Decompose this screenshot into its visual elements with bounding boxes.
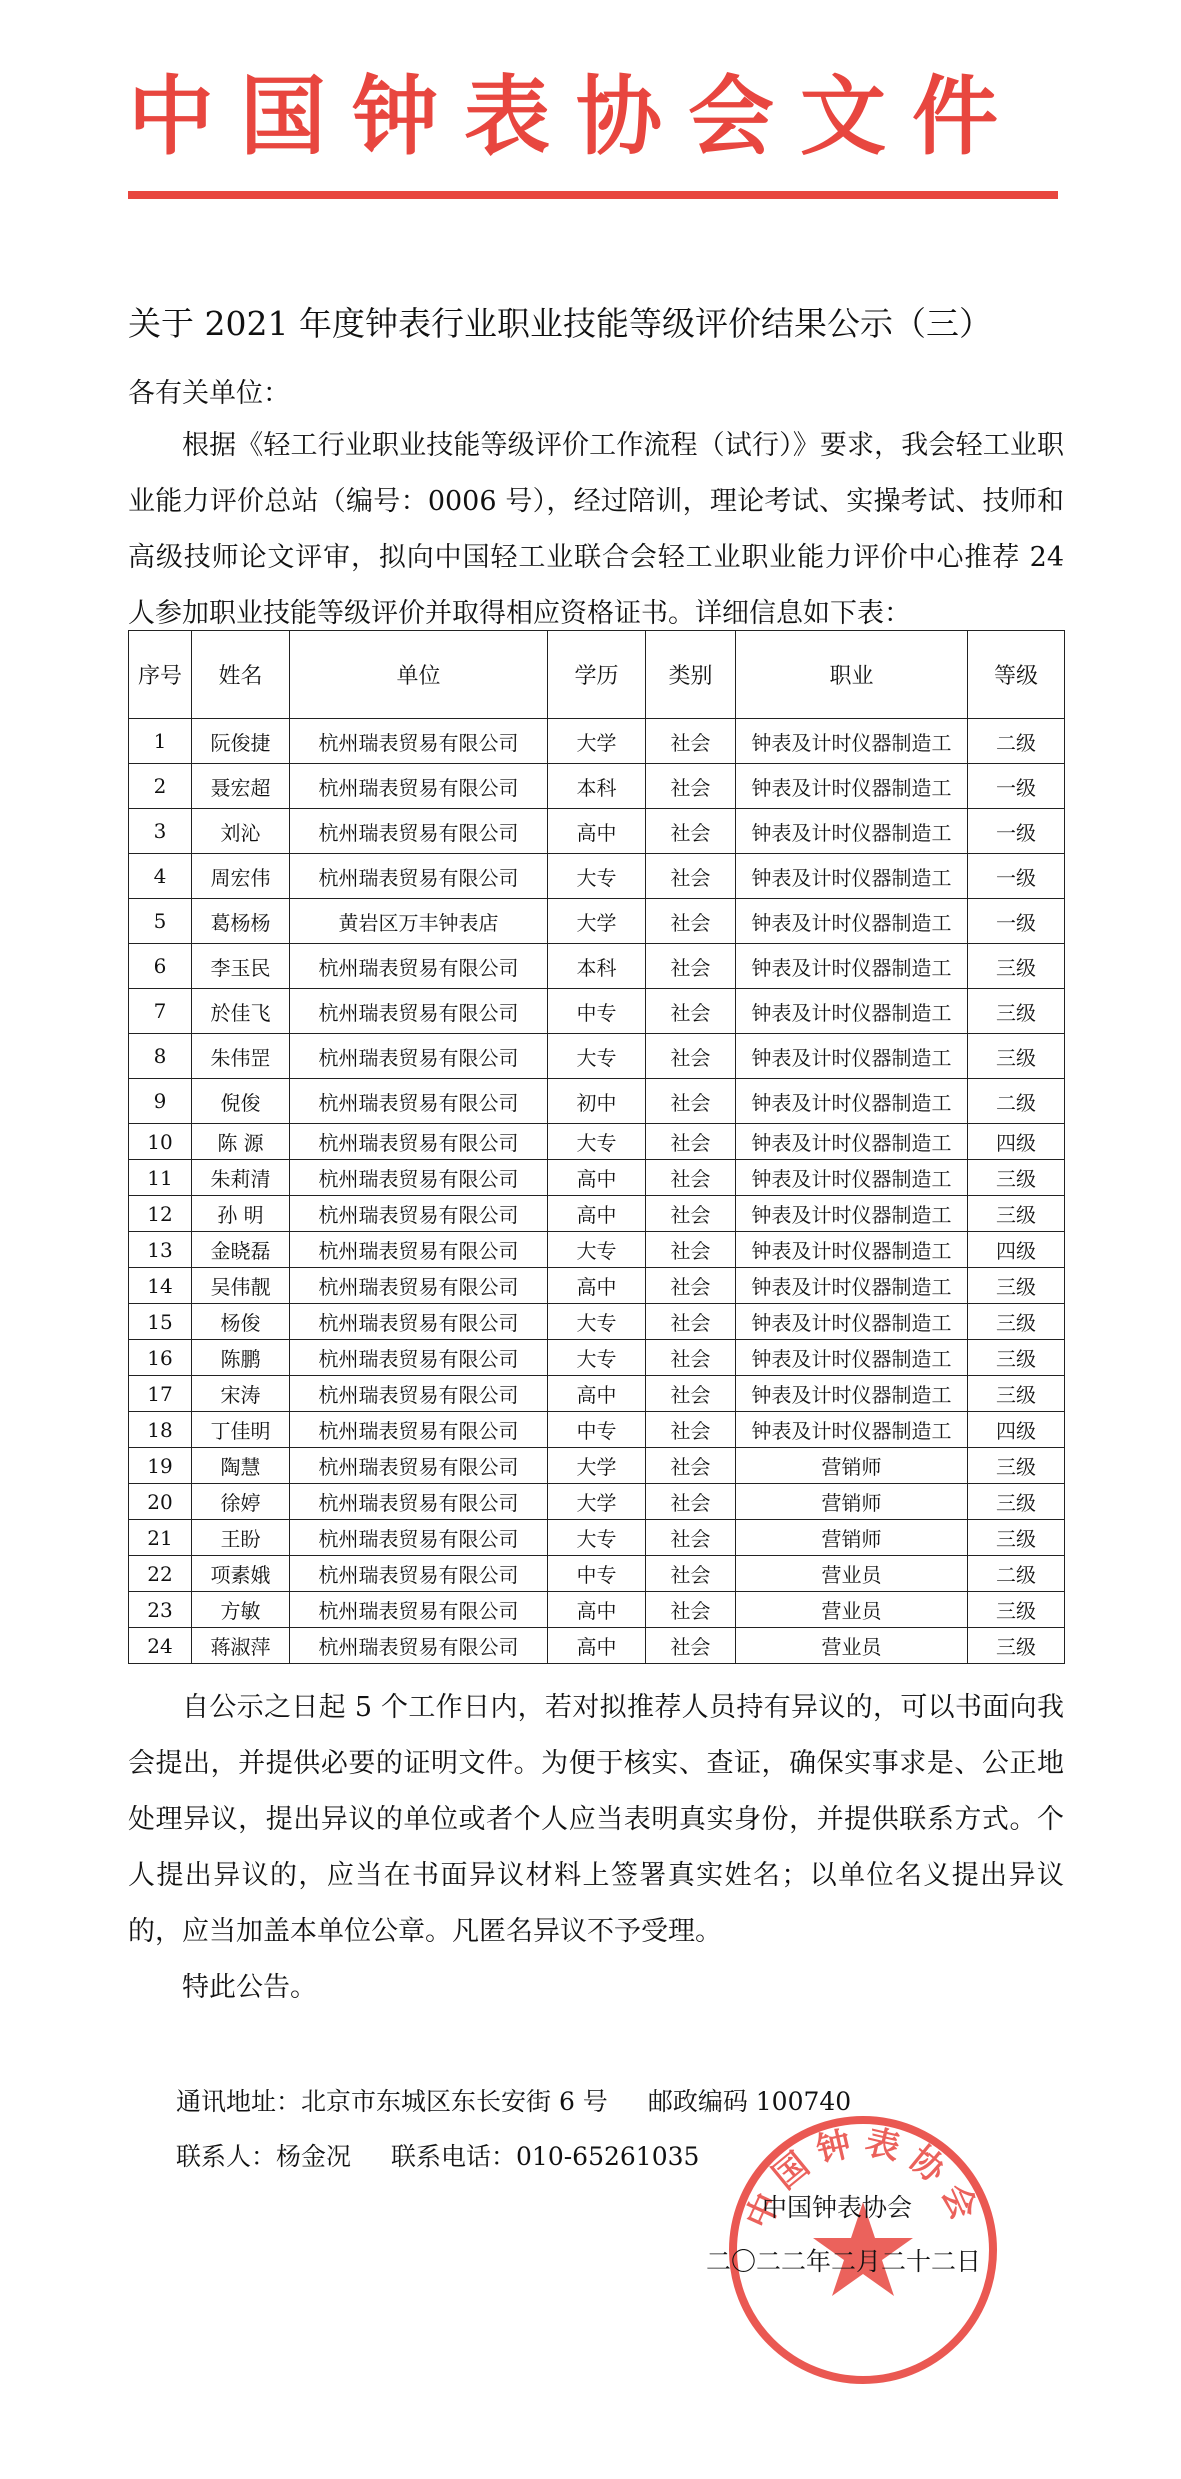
cell-index: 1 <box>129 719 192 764</box>
cell-category: 社会 <box>646 1124 736 1160</box>
cell-category: 社会 <box>646 1196 736 1232</box>
cell-occupation: 钟表及计时仪器制造工 <box>736 899 968 944</box>
cell-category: 社会 <box>646 1520 736 1556</box>
cell-unit: 黄岩区万丰钟表店 <box>290 899 548 944</box>
cell-occupation: 钟表及计时仪器制造工 <box>736 1412 968 1448</box>
contact-person: 联系人：杨金况 <box>176 2142 352 2171</box>
cell-occupation: 钟表及计时仪器制造工 <box>736 989 968 1034</box>
col-header-category: 类别 <box>646 631 736 719</box>
cell-level: 三级 <box>968 1340 1065 1376</box>
cell-name: 陶慧 <box>192 1448 290 1484</box>
table-row <box>129 899 1065 944</box>
cell-unit: 杭州瑞表贸易有限公司 <box>290 1340 548 1376</box>
signature-date: 二〇二二年二月二十二日 <box>706 2247 982 2276</box>
cell-name: 阮俊捷 <box>192 719 290 764</box>
cell-category: 社会 <box>646 1484 736 1520</box>
cell-name: 周宏伟 <box>192 854 290 899</box>
cell-education: 高中 <box>548 1628 646 1664</box>
cell-unit: 杭州瑞表贸易有限公司 <box>290 1412 548 1448</box>
cell-index: 17 <box>129 1376 192 1412</box>
cell-level: 二级 <box>968 1079 1065 1124</box>
cell-occupation: 钟表及计时仪器制造工 <box>736 1124 968 1160</box>
col-header-occupation: 职业 <box>736 631 968 719</box>
cell-education: 大专 <box>548 854 646 899</box>
cell-level: 三级 <box>968 1592 1065 1628</box>
cell-unit: 杭州瑞表贸易有限公司 <box>290 1304 548 1340</box>
cell-name: 金晓磊 <box>192 1232 290 1268</box>
cell-education: 大学 <box>548 1484 646 1520</box>
cell-education: 大专 <box>548 1340 646 1376</box>
table-row <box>129 1520 1065 1556</box>
cell-occupation: 钟表及计时仪器制造工 <box>736 1034 968 1079</box>
cell-education: 高中 <box>548 809 646 854</box>
cell-category: 社会 <box>646 1628 736 1664</box>
document-title: 关于 2021 年度钟表行业职业技能等级评价结果公示（三） <box>128 304 992 343</box>
cell-index: 16 <box>129 1340 192 1376</box>
cell-category: 社会 <box>646 944 736 989</box>
cell-unit: 杭州瑞表贸易有限公司 <box>290 944 548 989</box>
cell-education: 高中 <box>548 1268 646 1304</box>
cell-occupation: 钟表及计时仪器制造工 <box>736 1340 968 1376</box>
table-body <box>129 719 1065 1664</box>
col-header-level: 等级 <box>968 631 1065 719</box>
cell-level: 三级 <box>968 1520 1065 1556</box>
cell-unit: 杭州瑞表贸易有限公司 <box>290 1232 548 1268</box>
cell-occupation: 钟表及计时仪器制造工 <box>736 1232 968 1268</box>
table-row <box>129 1628 1065 1664</box>
cell-education: 大专 <box>548 1034 646 1079</box>
cell-unit: 杭州瑞表贸易有限公司 <box>290 1448 548 1484</box>
cell-unit: 杭州瑞表贸易有限公司 <box>290 1520 548 1556</box>
cell-occupation: 钟表及计时仪器制造工 <box>736 809 968 854</box>
cell-index: 21 <box>129 1520 192 1556</box>
cell-education: 高中 <box>548 1160 646 1196</box>
cell-occupation: 钟表及计时仪器制造工 <box>736 764 968 809</box>
cell-unit: 杭州瑞表贸易有限公司 <box>290 989 548 1034</box>
table-row <box>129 1592 1065 1628</box>
cell-level: 一级 <box>968 764 1065 809</box>
cell-level: 三级 <box>968 1628 1065 1664</box>
cell-education: 高中 <box>548 1196 646 1232</box>
cell-name: 项素娥 <box>192 1556 290 1592</box>
table-row <box>129 1079 1065 1124</box>
cell-occupation: 钟表及计时仪器制造工 <box>736 944 968 989</box>
cell-name: 於佳飞 <box>192 989 290 1034</box>
cell-category: 社会 <box>646 1412 736 1448</box>
cell-name: 陈鹏 <box>192 1340 290 1376</box>
cell-name: 丁佳明 <box>192 1412 290 1448</box>
cell-level: 三级 <box>968 1160 1065 1196</box>
cell-index: 23 <box>129 1592 192 1628</box>
closing-paragraph: 特此公告。 <box>182 1972 317 2003</box>
cell-category: 社会 <box>646 854 736 899</box>
cell-education: 本科 <box>548 944 646 989</box>
table-row <box>129 1340 1065 1376</box>
cell-level: 三级 <box>968 944 1065 989</box>
cell-level: 三级 <box>968 1448 1065 1484</box>
cell-index: 2 <box>129 764 192 809</box>
cell-index: 5 <box>129 899 192 944</box>
table-row <box>129 1556 1065 1592</box>
table-row <box>129 764 1065 809</box>
candidate-table <box>128 630 1065 1664</box>
cell-category: 社会 <box>646 719 736 764</box>
intro-paragraph: 根据《轻工行业职业技能等级评价工作流程（试行）》要求，我会轻工业职业能力评价总站（编号：0006 号），经过陪训，理论考试、实操考试、技师和高级技师论文评审，拟向中国轻工业联合会轻工业职业能力评价中心推荐 24 人参加职业技能等级评价并取得相应资格证书。详细信息如下表： <box>128 430 1064 629</box>
table-row <box>129 1412 1065 1448</box>
cell-unit: 杭州瑞表贸易有限公司 <box>290 1079 548 1124</box>
cell-education: 大专 <box>548 1124 646 1160</box>
cell-occupation: 营销师 <box>736 1448 968 1484</box>
cell-education: 大专 <box>548 1520 646 1556</box>
table-row <box>129 1034 1065 1079</box>
cell-name: 方敏 <box>192 1592 290 1628</box>
cell-category: 社会 <box>646 809 736 854</box>
document-masthead: 中国钟表协会文件 <box>128 67 1024 167</box>
postcode-text: 邮政编码 100740 <box>647 2087 852 2116</box>
cell-unit: 杭州瑞表贸易有限公司 <box>290 1034 548 1079</box>
cell-category: 社会 <box>646 1079 736 1124</box>
cell-education: 初中 <box>548 1079 646 1124</box>
cell-unit: 杭州瑞表贸易有限公司 <box>290 1124 548 1160</box>
cell-unit: 杭州瑞表贸易有限公司 <box>290 719 548 764</box>
cell-category: 社会 <box>646 899 736 944</box>
cell-level: 四级 <box>968 1124 1065 1160</box>
cell-level: 一级 <box>968 809 1065 854</box>
cell-occupation: 营业员 <box>736 1556 968 1592</box>
table-row <box>129 719 1065 764</box>
cell-unit: 杭州瑞表贸易有限公司 <box>290 1628 548 1664</box>
cell-name: 朱伟罡 <box>192 1034 290 1079</box>
cell-index: 22 <box>129 1556 192 1592</box>
contact-phone: 联系电话：010-65261035 <box>391 2142 700 2171</box>
cell-level: 四级 <box>968 1232 1065 1268</box>
cell-unit: 杭州瑞表贸易有限公司 <box>290 764 548 809</box>
svg-text:中国钟表协会: 中国钟表协会 <box>738 2121 988 2235</box>
cell-unit: 杭州瑞表贸易有限公司 <box>290 1196 548 1232</box>
col-header-education: 学历 <box>548 631 646 719</box>
cell-education: 大专 <box>548 1232 646 1268</box>
cell-category: 社会 <box>646 1268 736 1304</box>
table-row <box>129 809 1065 854</box>
cell-education: 本科 <box>548 764 646 809</box>
cell-category: 社会 <box>646 1340 736 1376</box>
table-row <box>129 1232 1065 1268</box>
col-header-unit: 单位 <box>290 631 548 719</box>
cell-unit: 杭州瑞表贸易有限公司 <box>290 1376 548 1412</box>
cell-unit: 杭州瑞表贸易有限公司 <box>290 854 548 899</box>
cell-education: 大学 <box>548 1448 646 1484</box>
cell-level: 三级 <box>968 1034 1065 1079</box>
cell-category: 社会 <box>646 1556 736 1592</box>
cell-index: 18 <box>129 1412 192 1448</box>
cell-index: 6 <box>129 944 192 989</box>
cell-index: 11 <box>129 1160 192 1196</box>
cell-index: 8 <box>129 1034 192 1079</box>
table-row <box>129 1124 1065 1160</box>
cell-occupation: 营销师 <box>736 1484 968 1520</box>
cell-category: 社会 <box>646 1592 736 1628</box>
cell-index: 4 <box>129 854 192 899</box>
cell-name: 朱莉清 <box>192 1160 290 1196</box>
col-header-name: 姓名 <box>192 631 290 719</box>
cell-unit: 杭州瑞表贸易有限公司 <box>290 1592 548 1628</box>
table-row <box>129 1448 1065 1484</box>
cell-education: 大专 <box>548 1304 646 1340</box>
cell-level: 三级 <box>968 1304 1065 1340</box>
cell-education: 高中 <box>548 1592 646 1628</box>
table-row <box>129 1484 1065 1520</box>
table-row <box>129 1304 1065 1340</box>
cell-name: 王盼 <box>192 1520 290 1556</box>
cell-occupation: 钟表及计时仪器制造工 <box>736 1079 968 1124</box>
contact-line <box>176 2137 699 2177</box>
cell-index: 13 <box>129 1232 192 1268</box>
cell-index: 24 <box>129 1628 192 1664</box>
cell-education: 中专 <box>548 1412 646 1448</box>
cell-level: 三级 <box>968 1484 1065 1520</box>
cell-level: 二级 <box>968 1556 1065 1592</box>
salutation: 各有关单位： <box>128 378 290 409</box>
masthead-divider <box>128 191 1058 199</box>
cell-unit: 杭州瑞表贸易有限公司 <box>290 1160 548 1196</box>
cell-level: 二级 <box>968 719 1065 764</box>
cell-category: 社会 <box>646 989 736 1034</box>
cell-occupation: 钟表及计时仪器制造工 <box>736 1268 968 1304</box>
cell-category: 社会 <box>646 1034 736 1079</box>
cell-unit: 杭州瑞表贸易有限公司 <box>290 809 548 854</box>
cell-category: 社会 <box>646 764 736 809</box>
cell-level: 三级 <box>968 989 1065 1034</box>
cell-name: 葛杨杨 <box>192 899 290 944</box>
cell-education: 大学 <box>548 899 646 944</box>
cell-occupation: 钟表及计时仪器制造工 <box>736 1196 968 1232</box>
signature-organization: 中国钟表协会 <box>762 2193 913 2222</box>
cell-index: 10 <box>129 1124 192 1160</box>
cell-index: 19 <box>129 1448 192 1484</box>
table-header-row <box>129 631 1065 719</box>
cell-name: 刘沁 <box>192 809 290 854</box>
cell-occupation: 钟表及计时仪器制造工 <box>736 1376 968 1412</box>
cell-category: 社会 <box>646 1448 736 1484</box>
cell-level: 三级 <box>968 1376 1065 1412</box>
cell-index: 14 <box>129 1268 192 1304</box>
table-row <box>129 944 1065 989</box>
cell-index: 3 <box>129 809 192 854</box>
objection-paragraph: 自公示之日起 5 个工作日内，若对拟推荐人员持有异议的，可以书面向我会提出，并提供必要的证明文件。为便于核实、查证，确保实事求是、公正地处理异议，提出异议的单位或者个人应当表明真实身份，并提供联系方式。个人提出异议的，应当在书面异议材料上签署真实姓名；以单位名义提出异议的，应当加盖本单位公章。凡匿名异议不予受理。 <box>128 1692 1064 1947</box>
cell-name: 倪俊 <box>192 1079 290 1124</box>
cell-name: 陈 源 <box>192 1124 290 1160</box>
cell-category: 社会 <box>646 1160 736 1196</box>
cell-occupation: 钟表及计时仪器制造工 <box>736 854 968 899</box>
cell-index: 15 <box>129 1304 192 1340</box>
cell-category: 社会 <box>646 1232 736 1268</box>
cell-occupation: 钟表及计时仪器制造工 <box>736 719 968 764</box>
cell-name: 聂宏超 <box>192 764 290 809</box>
cell-occupation: 营销师 <box>736 1520 968 1556</box>
cell-index: 7 <box>129 989 192 1034</box>
cell-name: 宋涛 <box>192 1376 290 1412</box>
table-row <box>129 989 1065 1034</box>
table-row <box>129 1160 1065 1196</box>
cell-name: 蒋淑萍 <box>192 1628 290 1664</box>
cell-occupation: 营业员 <box>736 1592 968 1628</box>
cell-education: 中专 <box>548 1556 646 1592</box>
cell-index: 12 <box>129 1196 192 1232</box>
col-header-index: 序号 <box>129 631 192 719</box>
cell-index: 9 <box>129 1079 192 1124</box>
cell-name: 李玉民 <box>192 944 290 989</box>
cell-unit: 杭州瑞表贸易有限公司 <box>290 1484 548 1520</box>
cell-unit: 杭州瑞表贸易有限公司 <box>290 1556 548 1592</box>
cell-name: 孙 明 <box>192 1196 290 1232</box>
cell-name: 杨俊 <box>192 1304 290 1340</box>
cell-education: 中专 <box>548 989 646 1034</box>
cell-level: 三级 <box>968 1196 1065 1232</box>
cell-education: 高中 <box>548 1376 646 1412</box>
table-row <box>129 854 1065 899</box>
cell-level: 四级 <box>968 1412 1065 1448</box>
cell-level: 一级 <box>968 854 1065 899</box>
table-row <box>129 1268 1065 1304</box>
cell-occupation: 钟表及计时仪器制造工 <box>736 1160 968 1196</box>
cell-occupation: 钟表及计时仪器制造工 <box>736 1304 968 1340</box>
cell-occupation: 营业员 <box>736 1628 968 1664</box>
cell-name: 吴伟靓 <box>192 1268 290 1304</box>
table-row <box>129 1376 1065 1412</box>
cell-unit: 杭州瑞表贸易有限公司 <box>290 1268 548 1304</box>
cell-index: 20 <box>129 1484 192 1520</box>
cell-level: 一级 <box>968 899 1065 944</box>
cell-name: 徐婷 <box>192 1484 290 1520</box>
cell-level: 三级 <box>968 1268 1065 1304</box>
cell-category: 社会 <box>646 1376 736 1412</box>
cell-category: 社会 <box>646 1304 736 1340</box>
address-text: 通讯地址：北京市东城区东长安街 6 号 <box>176 2087 608 2116</box>
cell-education: 大学 <box>548 719 646 764</box>
table-row <box>129 1196 1065 1232</box>
